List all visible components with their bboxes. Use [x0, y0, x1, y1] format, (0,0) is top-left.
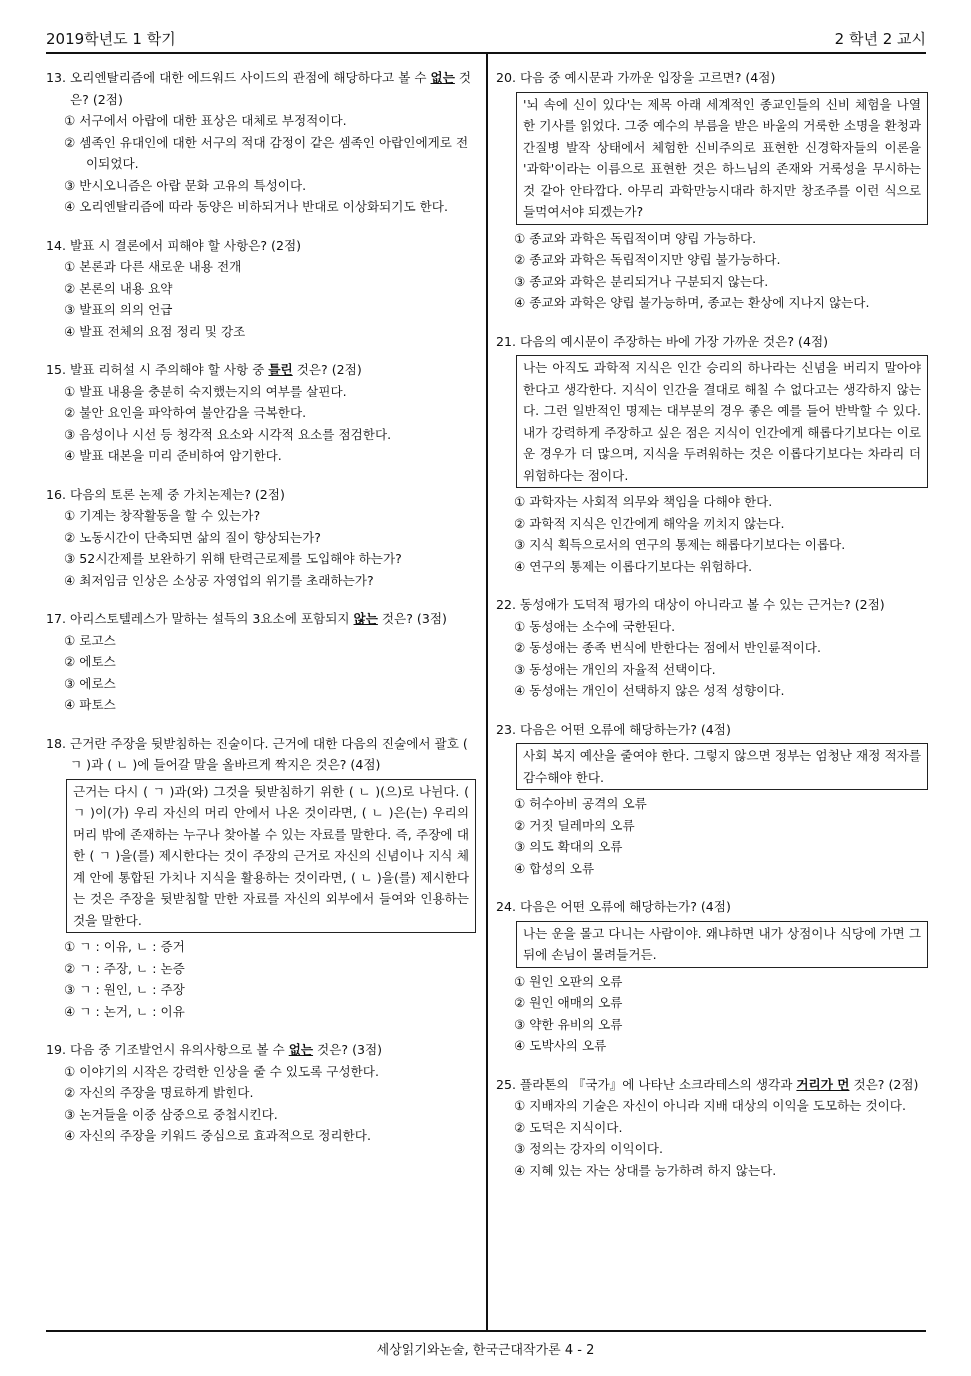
- stem-text: 24. 다음은 어떤 오류에 해당하는가? (4점): [496, 899, 731, 914]
- question-block: [496, 594, 928, 702]
- answer-option: ② 거짓 딜레마의 오류: [514, 817, 635, 833]
- question-block: [46, 235, 476, 343]
- header-grade-period: 2 학년 2 교시: [834, 30, 926, 48]
- answer-option: ③ 의도 확대의 오류: [514, 839, 623, 854]
- stem-text: 13. 오리엔탈리즘에 대한 에드워드 사이드의 관점에 해당하다고 볼 수: [46, 70, 431, 85]
- answer-option: ① 동성애는 소수에 국한된다.: [514, 618, 676, 634]
- page-header: [46, 26, 926, 50]
- answer-option: ③ 에로스: [64, 675, 116, 691]
- answer-option: ③ 종교와 과학은 분리되거나 구분되지 않는다.: [514, 273, 769, 289]
- right-column: [496, 67, 928, 1198]
- answer-option: ④ 종교와 과학은 양립 불가능하며, 종교는 환상에 지나지 않는다.: [514, 295, 870, 310]
- question-block: [46, 608, 476, 716]
- stem-emphasis: 없는: [288, 1042, 314, 1057]
- answer-option: ① 과학자는 사회적 의무와 책임을 다해야 한다.: [514, 494, 773, 509]
- answer-option: ③ 약한 유비의 오류: [514, 1016, 623, 1032]
- answer-option: ② 동성애는 종족 번식에 반한다는 점에서 반인륜적이다.: [514, 640, 821, 655]
- passage-box: '뇌 속에 신이 있다'는 제목 아래 세계적인 종교인들의 신비 체험을 나열한 기사를 읽었다. 그중 예수의 부름을 받은 바울의 거룩한 소명을 환청과 간질병 발작 상태에서 체험한 신비주의로 표현한 신경학자들의 이론을 '과학'이라는 이름으로 표현한 것은 하느님의 존재와 거룩성을 무시하는 것 같아 안타깝다. 아무리 과학만능시대라 하지만 창조주를 이런 식으로 들먹여서야 되겠는가?: [516, 92, 928, 225]
- answer-option: ③ 논거들을 이중 삼중으로 중첩시킨다.: [64, 1106, 278, 1122]
- answer-option: ② 원인 애매의 오류: [514, 995, 623, 1010]
- answer-option: ③ 52시간제를 보완하기 위해 탄력근로제를 도입해야 하는가?: [64, 551, 402, 566]
- answer-option: ② 자신의 주장을 명료하게 밝힌다.: [64, 1085, 254, 1100]
- answer-option: ① ㄱ : 이유, ㄴ : 증거: [64, 939, 185, 954]
- stem-text: 22. 동성애가 도덕적 평가의 대상이 아니라고 볼 수 있는 근거는? (2점): [496, 597, 885, 612]
- answer-option: ④ 발표 대본을 미리 준비하여 암기한다.: [64, 448, 282, 463]
- question-stem: [46, 484, 476, 506]
- answer-option: ④ 동성애는 개인이 선택하지 않은 성적 성향이다.: [514, 683, 785, 698]
- stem-emphasis: 거리가 먼: [796, 1076, 850, 1092]
- question-stem: [496, 331, 928, 353]
- question-stem: [496, 594, 928, 616]
- answer-option: ③ 반시오니즘은 아랍 문화 고유의 특성이다.: [64, 177, 307, 193]
- answer-option: ③ 발표의 의의 언급: [64, 302, 173, 317]
- answer-option: ② 셈족인 유대인에 대한 서구의 적대 감정이 같은 셈족인 아랍인에게로 전이되었다.: [64, 134, 469, 171]
- question-stem: [46, 733, 476, 776]
- answer-option: ② 종교와 과학은 독립적이지만 양립 불가능하다.: [514, 252, 781, 267]
- answer-option: ③ 동성애는 개인의 자율적 선택이다.: [514, 661, 716, 677]
- answer-option: ① 원인 오판의 오류: [514, 973, 623, 989]
- answer-option: ④ 자신의 주장을 키워드 중심으로 효과적으로 정리한다.: [64, 1128, 371, 1143]
- question-stem: [46, 359, 476, 381]
- stem-emphasis: 틀린: [268, 362, 293, 377]
- question-block: [496, 1074, 928, 1182]
- answer-option: ④ 파토스: [64, 697, 116, 712]
- header-term: 2019학년도 1 학기: [46, 30, 176, 48]
- footer-rule: [46, 1330, 926, 1332]
- question-stem: [496, 896, 928, 918]
- answer-option: ③ ㄱ : 원인, ㄴ : 주장: [64, 982, 185, 997]
- stem-emphasis: 않는: [353, 611, 378, 626]
- passage-box: 나는 아직도 과학적 지식은 인간 승리의 하나라는 신념을 버리지 말아야 한다고 생각한다. 지식이 인간을 결대로 해칠 수 없다고는 생각하지 않는다. 그런 일반적인 명제는 대부분의 경우 좋은 예를 들어 반박할 수 있다. 내가 강력하게 주장하고 싶은 점은 지식이 인간에게 해롭다기보다는 이로운 경우가 더 많으며, 지식을 두려워하는 것은 이롭다기보다는 차라리 더 위험하다는 점이다.: [516, 355, 928, 488]
- answer-option: ① 기계는 창작활동을 할 수 있는가?: [64, 508, 261, 523]
- answer-option: ② 불안 요인을 파악하여 불안감을 극복한다.: [64, 405, 307, 420]
- answer-option: ① 허수아비 공격의 오류: [514, 796, 647, 811]
- stem-emphasis: 없는: [430, 70, 455, 85]
- question-stem: [496, 67, 928, 89]
- answer-option: ③ 음성이나 시선 등 청각적 요소와 시각적 요소를 점검한다.: [64, 426, 392, 442]
- answer-option: ③ 지식 획득으로서의 연구의 통제는 해롭다기보다는 이롭다.: [514, 537, 846, 552]
- stem-text: 것은? (2점): [849, 1076, 919, 1092]
- answer-option: ④ 최저임금 인상은 소상공 자영업의 위기를 초래하는가?: [64, 572, 374, 588]
- question-block: [46, 359, 476, 467]
- answer-option: ① 이야기의 시작은 강력한 인상을 줄 수 있도록 구성한다.: [64, 1063, 379, 1079]
- question-block: [496, 719, 928, 880]
- question-block: [46, 67, 476, 218]
- passage-box: 사회 복지 예산을 줄여야 한다. 그렇지 않으면 정부는 엄청난 재정 적자를 감수해야 한다.: [516, 743, 928, 790]
- question-stem: [46, 67, 476, 110]
- answer-option: ① 서구에서 아랍에 대한 표상은 대체로 부정적이다.: [64, 113, 347, 128]
- stem-text: 것은? (2점): [292, 362, 362, 377]
- stem-text: 것은? (2점): [70, 70, 472, 107]
- question-block: [496, 331, 928, 578]
- answer-option: ② 본론의 내용 요약: [64, 280, 173, 296]
- answer-option: ④ 연구의 통제는 이롭다기보다는 위험하다.: [514, 558, 753, 574]
- page-footer: 세상읽기와논술, 한국근대작가론 4 - 2: [376, 1343, 595, 1358]
- passage-box: 근거는 다시 ( ㄱ )과(와) 그것을 뒷받침하기 위한 ( ㄴ )(으)로 나뉜다. ( ㄱ )이(가) 우리 자신의 머리 안에서 나온 것이라면, ( ㄴ )은(는) 우리의 머리 밖에 존재하는 누구나 찾아볼 수 있는 자료를 말한다. 즉, 주장에 대한 ( ㄱ )을(를) 제시한다는 것이 주장의 근거로 자신의 신념이나 지식 체계 안에 통합된 가치나 지식을 활용하는 것이라면, ( ㄴ )을(를) 제시한다는 것은 주장을 뒷받침할 만한 자료를 자신의 외부에서 들여와 인용하는 것을 말한다.: [66, 779, 476, 934]
- question-stem: [496, 1074, 928, 1096]
- stem-text: 20. 다음 중 예시문과 가까운 입장을 고르면? (4점): [496, 70, 776, 85]
- answer-option: ② 과학적 지식은 인간에게 해악을 끼치지 않는다.: [514, 515, 785, 531]
- answer-option: ① 발표 내용을 충분히 숙지했는지의 여부를 살핀다.: [64, 383, 347, 399]
- answer-option: ④ 합성의 오류: [514, 860, 595, 876]
- answer-option: ① 지배자의 기술은 자신이 아니라 지배 대상의 이익을 도모하는 것이다.: [514, 1098, 906, 1113]
- stem-text: 것은? (3점): [313, 1042, 383, 1057]
- answer-option: ④ 오리엔탈리즘에 따라 동양은 비하되거나 반대로 이상화되기도 한다.: [64, 199, 448, 214]
- question-stem: [46, 608, 476, 630]
- answer-option: ③ 정의는 강자의 이익이다.: [514, 1141, 663, 1156]
- left-column: [46, 67, 476, 1164]
- stem-text: 17. 아리스토텔레스가 말하는 설득의 3요소에 포함되지: [46, 611, 354, 626]
- column-divider: [486, 54, 488, 1330]
- question-stem: [496, 719, 928, 741]
- stem-text: 18. 근거란 주장을 뒷받침하는 진술이다. 근거에 대한 다음의 진술에서 괄호 ( ㄱ )과 ( ㄴ )에 들어갈 말을 올바르게 짝지은 것은? (4점): [46, 735, 468, 772]
- question-stem: [46, 1039, 476, 1061]
- stem-text: 21. 다음의 예시문이 주장하는 바에 가장 가까운 것은? (4점): [496, 333, 829, 349]
- answer-option: ④ 지혜 있는 자는 상대를 능가하려 하지 않는다.: [514, 1162, 777, 1178]
- stem-text: 14. 발표 시 결론에서 피해야 할 사항은? (2점): [46, 237, 302, 253]
- question-stem: [46, 235, 476, 257]
- stem-text: 것은? (3점): [377, 611, 447, 626]
- stem-text: 23. 다음은 어떤 오류에 해당하는가? (4점): [496, 721, 731, 737]
- answer-option: ① 종교와 과학은 독립적이며 양립 가능하다.: [514, 230, 757, 246]
- answer-option: ② 도덕은 지식이다.: [514, 1119, 623, 1135]
- question-block: [46, 733, 476, 1023]
- answer-option: ① 로고스: [64, 632, 116, 648]
- answer-option: ④ 도박사의 오류: [514, 1038, 607, 1053]
- question-block: [496, 896, 928, 1057]
- question-block: [496, 67, 928, 314]
- stem-text: 19. 다음 중 기조발언시 유의사항으로 볼 수: [46, 1042, 289, 1057]
- answer-option: ② ㄱ : 주장, ㄴ : 논증: [64, 960, 185, 976]
- answer-option: ④ 발표 전체의 요점 정리 및 강조: [64, 323, 246, 339]
- stem-text: 15. 발표 리허설 시 주의해야 할 사항 중: [46, 362, 269, 377]
- question-block: [46, 1039, 476, 1147]
- stem-text: 16. 다음의 토론 논제 중 가치논제는? (2점): [46, 486, 285, 502]
- answer-option: ② 에토스: [64, 654, 116, 669]
- question-block: [46, 484, 476, 592]
- passage-box: 나는 운을 몰고 다니는 사람이야. 왜냐하면 내가 상점이나 식당에 가면 그 뒤에 손님이 몰려들거든.: [516, 921, 928, 968]
- answer-option: ① 본론과 다른 새로운 내용 전개: [64, 259, 242, 274]
- stem-text: 25. 플라톤의 『국가』에 나타난 소크라테스의 생각과: [496, 1076, 797, 1092]
- answer-option: ④ ㄱ : 논거, ㄴ : 이유: [64, 1003, 185, 1019]
- answer-option: ② 노동시간이 단축되면 삶의 질이 향상되는가?: [64, 529, 321, 545]
